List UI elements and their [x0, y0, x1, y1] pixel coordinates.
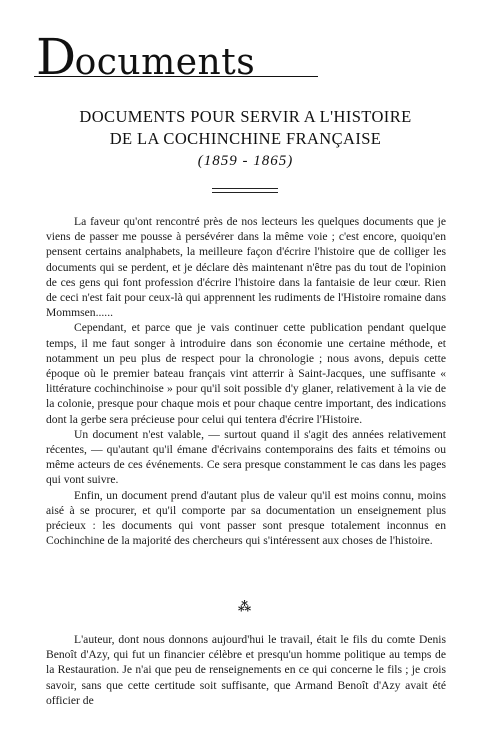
paragraph: L'auteur, dont nous donnons aujourd'hui le travail, était le fils du comte Denis Benoît d'Azy, qui fut un financier célèbre et presqu'un homme politique au temps de la Restauration. Je n'ai que peu de renseignements en ce qui concerne le fils ; je crois savoir, sans que cette certitude soit suffisante, que Armand Benoît d'Azy avait été officier de — [46, 633, 446, 707]
article-dates: (1859 - 1865) — [197, 153, 294, 169]
article-body-continued — [46, 632, 446, 708]
paragraph: Enfin, un document prend d'autant plus de valeur qu'il est moins connu, moins aisé à se procurer, et qu'il comporte par sa documentation un enseignement plus précieux : les documents qui vont passer sont presque totalement inconnus en Cochinchine de la majorité des chercheurs qui s'intéressent aux choses de l'histoire. — [46, 488, 446, 548]
article-title-line-1: DOCUMENTS POUR SERVIR A L'HISTOIRE — [79, 107, 412, 126]
title-ornament-rule — [212, 188, 278, 193]
asterism-separator: ⁂ — [237, 599, 254, 614]
heading-rule — [34, 76, 318, 77]
section-heading — [36, 28, 256, 86]
article-title-line-2: DE LA COCHINCHINE FRANÇAISE — [109, 129, 382, 148]
article-body — [46, 214, 446, 548]
paragraph: La faveur qu'ont rencontré près de nos lecteurs les quelques documents que je viens de passer me pousse à persévérer dans la même voie ; c'est encore, quoiqu'en pensent certains analphabets, la meilleure façon d'écrire l'histoire que de colliger les documents qui se perdent, et je déclare dès maintenant n'être pas du tout de l'opinion de ces gens qui font profession d'écrire l'histoire dans la fantaisie de leur cœur. Rien de ceci n'est fait pour ceux-là qui apprennent les rudiments de l'Histoire romaine dans Mommsen...... — [46, 215, 446, 320]
section-heading-initial: D — [36, 28, 77, 86]
paragraph: Un document n'est valable, — surtout quand il s'agit des années relativement récentes, — qu'autant qu'il émane d'écrivains contemporains des faits et témoins ou même acteurs de ces événements. Ce sera presque constamment le cas dans les pages qui vont suivre. — [46, 427, 446, 487]
paragraph: Cependant, et parce que je vais continuer cette publication pendant quelque temps, il me faut songer à introduire dans son économie une certaine méthode, et notamment un peu plus de respect pour la chronologie ; nous avons, depuis cette époque où le premier bateau français vint atterrir à Saint-Jacques, une suffisante « littérature cochinchinoise » pour qu'il soit possible d'y glaner, relativement à la vie de la colonie, presque pour chaque mois et pour chaque centre important, des indications dont la gerbe sera précieuse pour celui qui tentera d'écrire l'Histoire. — [46, 321, 446, 426]
section-heading-rest: ocuments — [74, 42, 256, 83]
